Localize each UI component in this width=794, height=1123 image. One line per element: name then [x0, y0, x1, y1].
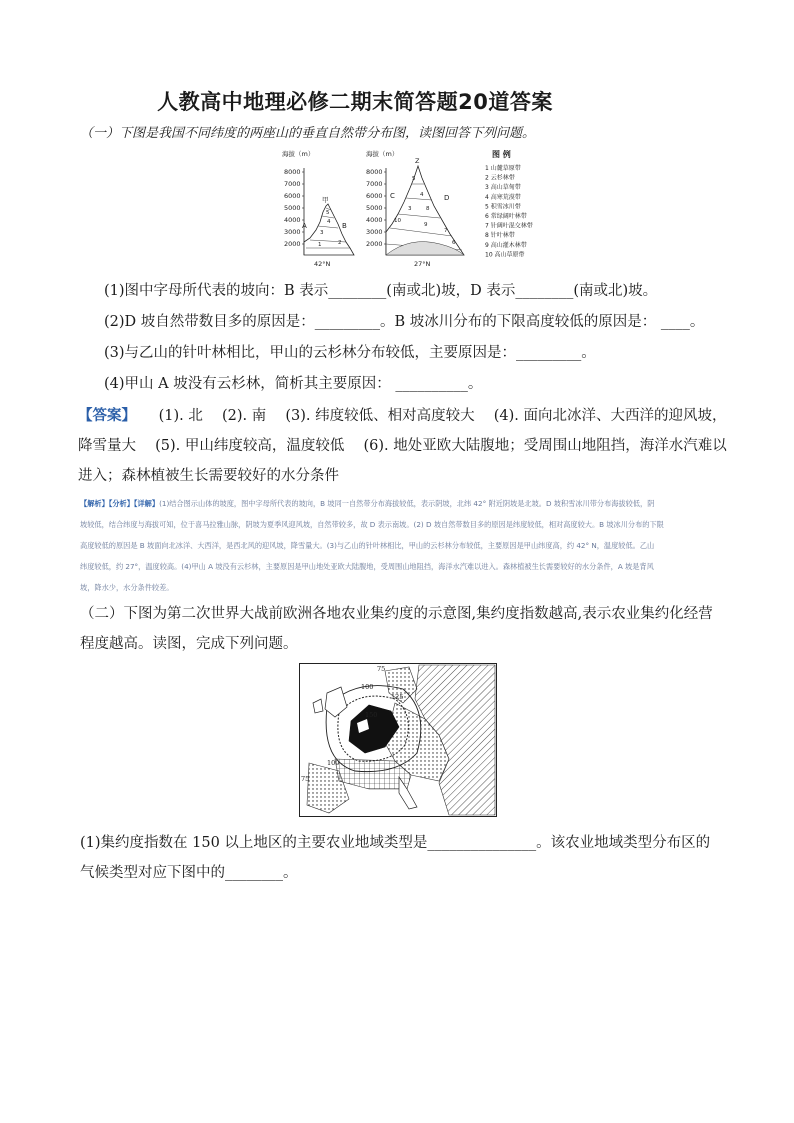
question-1-sub-3: (3)与乙山的针叶林相比，甲山的云杉林分布较低，主要原因是：_________。 — [104, 345, 596, 361]
question-1-intro: （一）下图是我国不同纬度的两座山的垂直自然带分布图，读图回答下列问题。 — [80, 126, 536, 141]
explanation-line-1: (1)结合图示山体的坡度，图中字母所代表的坡向，B 坡同一自然带分布海拔较低，表示阴坡，北纬 42° 附近阴坡是北坡。D 坡积雪冰川带分布海拔较低，阴 — [159, 499, 655, 508]
svg-text:7: 7 — [444, 228, 448, 234]
svg-text:4: 4 — [420, 192, 424, 198]
letter-a: A — [302, 222, 307, 230]
map-label-75-bottom: 75 — [301, 775, 310, 783]
europe-intensity-map — [299, 663, 497, 817]
answer-line-2: 降雪量大 (5). 甲山纬度较高，温度较低 (6). 地处亚欧大陆腹地；受周围山地阻挡，海洋水汽难以 — [78, 438, 727, 454]
right-ytick-label: 4000 — [366, 216, 383, 224]
left-ytick-label: 7000 — [284, 180, 301, 188]
right-peak-label: Z — [415, 157, 420, 165]
question-1-sub-2: (2)D 坡自然带数目多的原因是：_________。B 坡冰川分布的下限高度较低的原因是： ____。 — [104, 314, 705, 330]
answer-line-1-text: (1). 北 (2). 南 (3). 纬度较低、相对高度较大 (4). 面向北冰洋、大西洋的迎风坡， — [158, 408, 727, 424]
svg-text:8: 8 — [426, 206, 430, 212]
question-1-sub-1: (1)图中字母所代表的坡向：B 表示________(南或北)坡，D 表示________(南或北)坡。 — [104, 283, 658, 299]
explanation-line-5: 坡，降水少，水分条件较差。 — [80, 583, 174, 592]
left-ytick-label: 4000 — [284, 216, 301, 224]
svg-text:3: 3 — [408, 206, 412, 212]
legend-item: 4 高寒荒漠带 — [485, 193, 521, 201]
legend-item: 8 针叶林带 — [485, 232, 515, 240]
map-label-100-bottom: 100 — [327, 759, 340, 767]
left-latitude: 42°N — [314, 260, 331, 268]
left-ytick-label: 5000 — [284, 204, 301, 212]
left-ytick-label: 2000 — [284, 240, 301, 248]
right-ytick-label: 3000 — [366, 228, 383, 236]
left-ytick-label: 6000 — [284, 192, 301, 200]
question-2-intro: （二）下图为第二次世界大战前欧洲各地农业集约度的示意图,集约度指数越高,表示农业集约化经营程度越高。读图，完成下列问题。 — [80, 606, 713, 652]
right-latitude: 27°N — [414, 260, 431, 268]
right-ytick-label: 5000 — [366, 204, 383, 212]
right-ytick-label: 6000 — [366, 192, 383, 200]
map-label-125: 125 — [391, 693, 404, 701]
explanation-line-2: 坡较低，结合纬度与海拔可知，位于喜马拉雅山脉，阴坡为夏季风迎风坡，自然带较多，故 D 表示南坡。(2) D 坡自然带数目多的原因是纬度较低，相对高度较大。B 坡冰川分布的下限 — [80, 520, 664, 529]
legend-item: 10 高山草原带 — [485, 251, 525, 259]
left-ytick-label: 8000 — [284, 168, 301, 176]
left-peak-label: 甲 — [322, 196, 329, 204]
legend-item: 6 常绿阔叶林带 — [485, 213, 527, 220]
svg-text:10: 10 — [394, 218, 401, 224]
answer-label: 【答案】 — [78, 408, 136, 424]
svg-text:6: 6 — [452, 240, 456, 246]
legend-title: 图 例 — [492, 150, 511, 159]
svg-text:3: 3 — [320, 230, 324, 236]
letter-c: C — [390, 192, 395, 200]
legend-item: 1 山麓草原带 — [485, 165, 521, 172]
page-title: 人教高中地理必修二期末简答题20道答案 — [157, 90, 553, 114]
letter-d: D — [444, 194, 450, 202]
answer-line-1 — [78, 401, 727, 431]
right-axis-title: 海拔（m） — [366, 150, 399, 158]
svg-text:4: 4 — [327, 219, 331, 225]
explanation-block — [80, 493, 720, 598]
explanation-line-3: 高度较低的原因是 B 坡面向北冰洋、大西洋，是西北风的迎风坡，降雪量大。(3)与乙山的针叶林相比，甲山的云杉林分布较低，主要原因是甲山纬度高，约 42° N，温度较低。乙山 — [80, 541, 655, 550]
right-ytick-label: 7000 — [366, 180, 383, 188]
legend-item: 7 针阔叶混交林带 — [485, 222, 533, 230]
answer-line-3: 进入；森林植被生长需要较好的水分条件 — [78, 468, 339, 484]
map-label-100-top: 100 — [361, 683, 374, 691]
left-ytick-label: 3000 — [284, 228, 301, 236]
svg-text:5: 5 — [412, 176, 416, 182]
right-ytick-label: 8000 — [366, 168, 383, 176]
legend-item: 5 积雪冰川带 — [485, 203, 521, 211]
legend-item: 3 高山草甸带 — [485, 184, 521, 192]
svg-text:9: 9 — [424, 222, 428, 228]
right-ytick-label: 2000 — [366, 240, 383, 248]
legend-item: 2 云杉林带 — [485, 174, 515, 182]
map-label-150: 150 — [365, 711, 378, 719]
question-2-sub-1: (1)集约度指数在 150 以上地区的主要农业地域类型是_______________。该农业地域类型分布区的气候类型对应下图中的________。 — [80, 835, 711, 881]
svg-text:1: 1 — [318, 242, 322, 248]
svg-text:5: 5 — [326, 210, 330, 216]
answer-block — [78, 401, 727, 491]
explanation-label: 【解析】【分析】【详解】 — [80, 499, 160, 508]
explanation-line-4: 纬度较低，约 27°，温度较高。(4)甲山 A 坡没有云杉林，主要原因是甲山地处亚欧大陆腹地，受周围山地阻挡，海洋水汽难以进入。森林植被生长需要较好的水分条件，A 坡是背风 — [80, 562, 654, 571]
question-1-sub-4: (4)甲山 A 坡没有云杉林，简析其主要原因： __________。 — [104, 376, 483, 392]
svg-text:2: 2 — [338, 240, 342, 246]
left-axis-title: 海拔（m） — [282, 150, 315, 158]
mountain-zones-figure — [280, 148, 550, 270]
map-label-75-top: 75 — [377, 665, 386, 673]
legend-item: 9 高山灌木林带 — [485, 241, 527, 249]
letter-b: B — [342, 222, 347, 230]
